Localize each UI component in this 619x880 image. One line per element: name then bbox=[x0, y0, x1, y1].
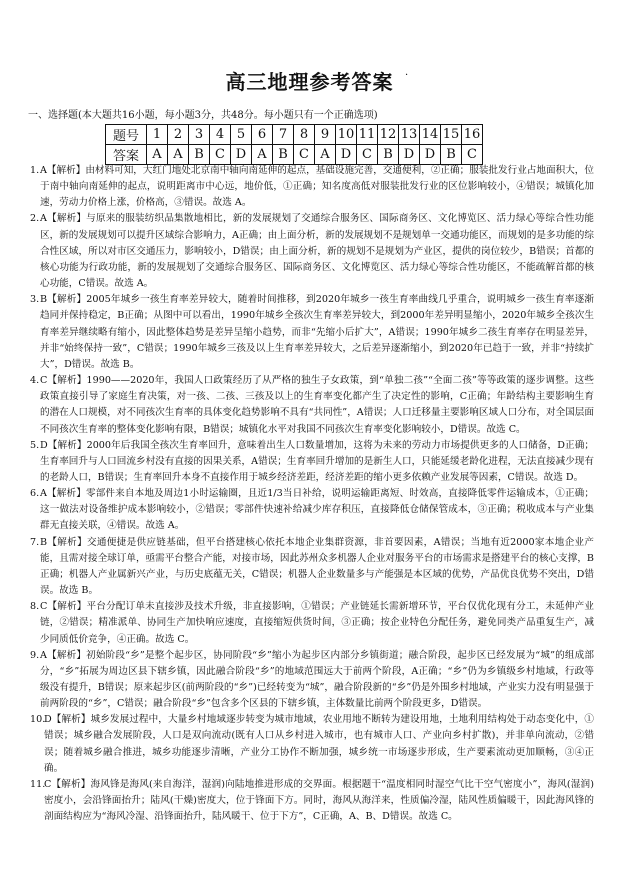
explanation-item bbox=[28, 292, 594, 373]
table-cell-answer: D bbox=[231, 145, 252, 165]
item-number: 11. bbox=[30, 778, 46, 790]
table-cell-answer: B bbox=[189, 145, 210, 165]
table-cell-answer: C bbox=[462, 145, 483, 165]
table-cell-number: 2 bbox=[168, 125, 189, 145]
item-text: A【解析】初始阶段“乡”是整个起步区，协同阶段“乡”缩小为起步区内部分乡镇街道；融合阶段，起步区已经发展为“城”的组成部分，“乡”拓展为周边区县下辖乡镇，因此融合阶段“乡”的地域范围远大于前两个阶段，A正确；“乡”仍为乡镇级乡村地域，行政等级没有提升，B错误；原来起步区(前两阶段的“乡”)已经转变为“城”，融合阶段新的“乡”仍是外围乡村地域，产业实力没有明显强于前两阶段的“乡”，C错误；融合阶段“乡”包含多个区县的下辖乡镇，主体数量比前两个阶段更多，D错误。 bbox=[40, 649, 594, 710]
explanation-item bbox=[28, 599, 594, 647]
row-label-number: 题号 bbox=[106, 125, 147, 145]
explanation-item bbox=[28, 373, 594, 438]
table-cell-answer: A bbox=[315, 145, 336, 165]
table-cell-number: 8 bbox=[294, 125, 315, 145]
item-number: 1. bbox=[30, 165, 40, 176]
table-cell-number: 12 bbox=[378, 125, 399, 145]
table-cell-number: 9 bbox=[315, 125, 336, 145]
table-cell-answer: A bbox=[168, 145, 189, 165]
item-text: C【解析】平台分配订单未直接涉及技术升级，非直接影响，①错误；产业链延长需新增环节，平台仅优化现有分工，未延伸产业链，②错误；精准派单、协同生产加快响应速度，直接缩短供货时间，③正确；按企业特色分配任务，避免同类产品重复生产，减少同质低价竞争，④正确。故选 C。 bbox=[40, 601, 594, 645]
table-cell-number: 10 bbox=[336, 125, 357, 145]
table-cell-number: 14 bbox=[420, 125, 441, 145]
item-text: C【解析】海风锋是海风(来自海洋，湿润)向陆地推进形成的交界面。根据题干“温度相同时湿空气比干空气密度小”，海风(湿润)密度小，会沿锋面抬升；陆风(干燥)密度大，位于锋面下方。同时，海风从海洋来，性质偏冷湿，陆风性质偏暖干，因此海风锋的剖面结构应为“海风冷湿、沿锋面抬升，陆风暖干、位于下方”，C正确，A、B、D错误。故选 C。 bbox=[44, 778, 594, 823]
row-label-answer: 答案 bbox=[106, 145, 147, 165]
item-text: D【解析】2000年后我国全孩次生育率回升，意味着出生人口数量增加，这将为未来的劳动力市场提供更多的人口储备，D正确；生育率回升与人口回流乡村没有直接的因果关系，A错误；生育率回升增加的是新生人口，只能延缓老龄化进程，无法直接减少现有的老龄人口，B错误；生育率回升本身不直接作用于城乡经济差距，经济差距的缩小更多依赖产业发展等因素，C错误。故选 D。 bbox=[40, 439, 594, 483]
table-cell-number: 6 bbox=[252, 125, 273, 145]
table-cell-answer: D bbox=[399, 145, 420, 165]
item-number: 5. bbox=[30, 439, 40, 451]
item-number: 6. bbox=[30, 488, 40, 500]
item-text: A【解析】零部件来自本地及周边1小时运输圈，且近1/3当日补给，说明运输距离短、时效高，直接降低零件运输成本，①正确；这一做法对设备维护成本影响较小，②错误；零部件快速补给减少库存积压，直接降低仓储保管成本，③正确；税收成本与产业集群无直接关联，④错误。故选 A。 bbox=[40, 488, 594, 532]
item-text: C【解析】1990——2020年，我国人口政策经历了从严格的独生子女政策，到“单独二孩”“全面二孩”等等政策的逐步调整。这些政策直接引导了家庭生育决策，对一孩、二孩、三孩及以上的生育率变化都产生了决定性的影响，C正确；年龄结构主要影响生育的潜在人口规模，对不同孩次生育率的具体变化趋势影响不具有“共同性”，A错误；人口迁移量主要影响区域人口分布，对全国层面不同孩次生育率的整体变化影响有限，B错误；城镇化水平对我国不同孩次生育率变化影响较小，D错误。故选 C。 bbox=[40, 375, 594, 435]
section-heading: 一、选择题(本大题共16小题，每小题3分，共48分。每小题只有一个正确选项) bbox=[28, 110, 378, 121]
item-number: 3. bbox=[30, 294, 40, 306]
table-cell-answer: A bbox=[252, 145, 273, 165]
table-cell-number: 7 bbox=[273, 125, 294, 145]
answer-table-number-row bbox=[106, 125, 483, 145]
table-cell-number: 11 bbox=[357, 125, 378, 145]
table-cell-answer: A bbox=[147, 145, 168, 165]
item-text: A【解析】与原来的服装纺织品集散地相比，新的发展规划了交通综合服务区、国际商务区、文化博览区、活力绿心等综合性功能区，新的发展规划可以提升区域综合影响力，A正确；由上面分析，新的发展规划不是规划单一交通功能区，而规划的是多功能的综合性区域，所以对市区交通压力，影响较小，D错误；由上面分析，新的规划不是规划为产业区，提供的岗位较少，B错误；首都的核心功能为行政功能，新的发展规划了交通综合服务区、国际商务区、文化博览区、活力绿心等综合性功能区，不能疏解首都的核心功能，C错误。故选 A。 bbox=[40, 213, 594, 290]
answer-table bbox=[105, 124, 483, 165]
explanation-item bbox=[28, 211, 594, 292]
item-number: 2. bbox=[30, 213, 40, 225]
item-text: B【解析】交通便捷是供应链基础，但平台搭建核心依托本地企业集群资源，非首要因素，A错误；当地有近2000家本地企业产能，且需对接全球订单，亟需平台整合产能，对接市场，因此苏州众多机器人企业对服务平台的市场需求是搭建平台的核心支撑，B正确；机器人产业属新兴产业，与历史底蕴无关，C错误；机器人企业数量多与产能强是本区域的优势，产品优良优势不突出，D错误。故选 B。 bbox=[40, 536, 594, 597]
table-cell-answer: B bbox=[378, 145, 399, 165]
explanation-item bbox=[28, 486, 594, 534]
explanation-item bbox=[28, 163, 594, 211]
table-cell-answer: C bbox=[294, 145, 315, 165]
table-cell-answer: C bbox=[357, 145, 378, 165]
title-dot: · bbox=[405, 70, 409, 81]
item-number: 7. bbox=[30, 536, 40, 548]
explanation-item bbox=[28, 535, 594, 600]
page-title: 高三地理参考答案 bbox=[225, 70, 394, 94]
item-text: B【解析】2005年城乡一孩生育率差异较大，随着时间推移，到2020年城乡一孩生育率曲线几乎重合，说明城乡一孩生育率逐渐趋同并保持稳定，B正确；从图中可以看出，1990年城乡全孩次生育率差异较大，到2000年差异明显缩小，2020年城乡全孩次生育率差异继续略有缩小，因此整体趋势是差异呈缩小趋势，而非“先缩小后扩大”，A错误；1990年城乡二孩生育率存在明显差异，并非“始终保持一致”，C错误；1990年城乡三孩及以上生育率差异较大，之后差异逐渐缩小，到2020年已趋于一致，并非“持续扩大”，D错误。故选 B。 bbox=[40, 294, 594, 370]
table-cell-answer: D bbox=[420, 145, 441, 165]
answer-table-answer-row bbox=[106, 145, 483, 165]
table-cell-number: 16 bbox=[462, 125, 483, 145]
table-cell-number: 5 bbox=[231, 125, 252, 145]
table-cell-answer: D bbox=[336, 145, 357, 165]
table-cell-number: 15 bbox=[441, 125, 462, 145]
item-number: 9. bbox=[30, 649, 40, 661]
explanation-item bbox=[28, 777, 594, 825]
item-number: 10. bbox=[30, 714, 46, 726]
table-cell-answer: B bbox=[441, 145, 462, 165]
table-cell-answer: B bbox=[273, 145, 294, 165]
table-cell-number: 4 bbox=[210, 125, 231, 145]
explanation-item bbox=[28, 438, 594, 486]
explanation-item bbox=[28, 712, 594, 777]
item-text: A【解析】由材料可知，大红门地处北京南中轴向南延伸的起点，基础设施完善，交通便利，②正确；服装批发行业占地面积大，位于南中轴向南延伸的起点，说明距离市中心远，地价低，①正确；知名度高低对服装批发行业的区位影响较小，④错误；城镇化加速，劳动力价格上涨，价格高，③错误。故选 A。 bbox=[40, 165, 594, 209]
item-number: 8. bbox=[30, 601, 40, 613]
item-number: 4. bbox=[30, 375, 40, 387]
explanation-item bbox=[28, 648, 594, 713]
item-text: D【解析】城乡发展过程中，大量乡村地域逐步转变为城市地域，农业用地不断转为建设用地，土地利用结构处于动态变化中，①错误；城乡融合发展阶段，人口是双向流动(既有人口从乡村进入城市，也有城市人口、产业向乡村扩散)，并非单向流动，②错误；随着城乡融合推进，城乡功能逐步清晰，产业分工协作不断加强，城乡统一市场逐步形成，生产要素流动更加顺畅，③④正确。 bbox=[44, 714, 594, 774]
table-cell-number: 1 bbox=[147, 125, 168, 145]
table-cell-number: 13 bbox=[399, 125, 420, 145]
explanation-list bbox=[28, 163, 594, 825]
table-cell-number: 3 bbox=[189, 125, 210, 145]
table-cell-answer: C bbox=[210, 145, 231, 165]
